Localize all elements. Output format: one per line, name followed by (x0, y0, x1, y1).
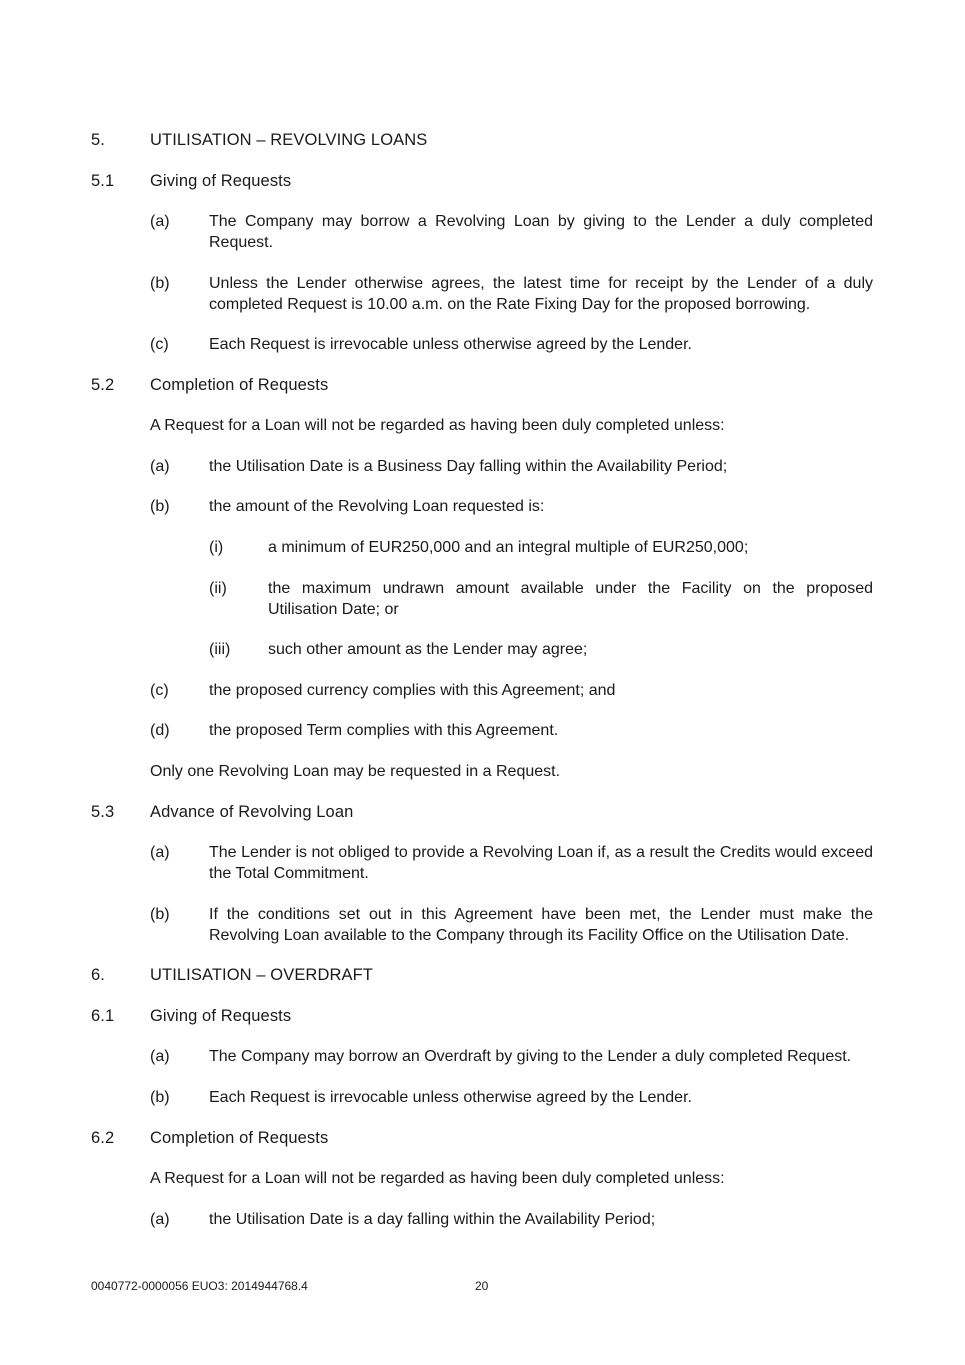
subitem-label: (iii) (209, 641, 231, 658)
item-label: (c) (150, 682, 169, 699)
item-label: (a) (150, 213, 170, 230)
item-label: (a) (150, 458, 170, 475)
item-text: the Utilisation Date is a Business Day falling within the Availability Period; (209, 458, 728, 475)
clause-intro: A Request for a Loan will not be regarded as having been duly completed unless: (150, 1170, 725, 1187)
clause-closing: Only one Revolving Loan may be requested in a Request. (150, 763, 561, 780)
item-text: the Utilisation Date is a day falling within the Availability Period; (209, 1211, 656, 1228)
subitem-label: (i) (209, 539, 224, 556)
item-text: The Company may borrow a Revolving Loan by giving to the Lender a duly completed Request. (209, 213, 873, 251)
footer-doc-ref: 0040772-0000056 EUO3: 2014944768.4 (91, 1279, 308, 1293)
clause-title: Completion of Requests (150, 1129, 329, 1147)
item-text: the proposed currency complies with this Agreement; and (209, 682, 616, 699)
section-number: 6. (91, 966, 105, 984)
clause-title: Completion of Requests (150, 376, 329, 394)
item-text: The Lender is not obliged to provide a Revolving Loan if, as a result the Credits would exceed the Total Commitment. (209, 844, 873, 882)
clause-number: 6.2 (91, 1129, 115, 1147)
item-text: the proposed Term complies with this Agreement. (209, 722, 559, 739)
section-number: 5. (91, 131, 105, 149)
item-label: (c) (150, 336, 169, 353)
clause-number: 5.2 (91, 376, 115, 394)
subitem-text: a minimum of EUR250,000 and an integral multiple of EUR250,000; (268, 539, 749, 556)
clause-title: Advance of Revolving Loan (150, 803, 354, 821)
item-text: the amount of the Revolving Loan requested is: (209, 498, 545, 515)
subitem-label: (ii) (209, 580, 227, 597)
subitem-text: the maximum undrawn amount available under the Facility on the proposed Utilisation Date; or (268, 580, 873, 618)
page-number: 20 (475, 1279, 489, 1293)
item-label: (b) (150, 275, 170, 292)
item-label: (a) (150, 1211, 170, 1228)
clause-number: 5.3 (91, 803, 115, 821)
item-label: (d) (150, 722, 170, 739)
item-text: Unless the Lender otherwise agrees, the latest time for receipt by the Lender of a duly completed Request is 10.00 a.m. on the Rate Fixing Day for the proposed borrowing. (209, 275, 873, 313)
clause-intro: A Request for a Loan will not be regarded as having been duly completed unless: (150, 417, 725, 434)
section-title: UTILISATION – REVOLVING LOANS (150, 131, 428, 149)
item-label: (b) (150, 906, 170, 923)
item-text: If the conditions set out in this Agreement have been met, the Lender must make the Revolving Loan available to the Company through its Facility Office on the Utilisation Date. (209, 906, 873, 944)
item-text: Each Request is irrevocable unless otherwise agreed by the Lender. (209, 336, 692, 353)
clause-title: Giving of Requests (150, 1007, 292, 1025)
clause-title: Giving of Requests (150, 172, 292, 190)
subitem-text: such other amount as the Lender may agree; (268, 641, 588, 658)
item-text: Each Request is irrevocable unless otherwise agreed by the Lender. (209, 1089, 692, 1106)
item-label: (a) (150, 844, 170, 861)
item-label: (b) (150, 498, 170, 515)
item-label: (a) (150, 1048, 170, 1065)
clause-number: 6.1 (91, 1007, 115, 1025)
clause-number: 5.1 (91, 172, 115, 190)
item-label: (b) (150, 1089, 170, 1106)
section-title: UTILISATION – OVERDRAFT (150, 966, 373, 984)
item-text: The Company may borrow an Overdraft by giving to the Lender a duly completed Request. (209, 1048, 852, 1065)
